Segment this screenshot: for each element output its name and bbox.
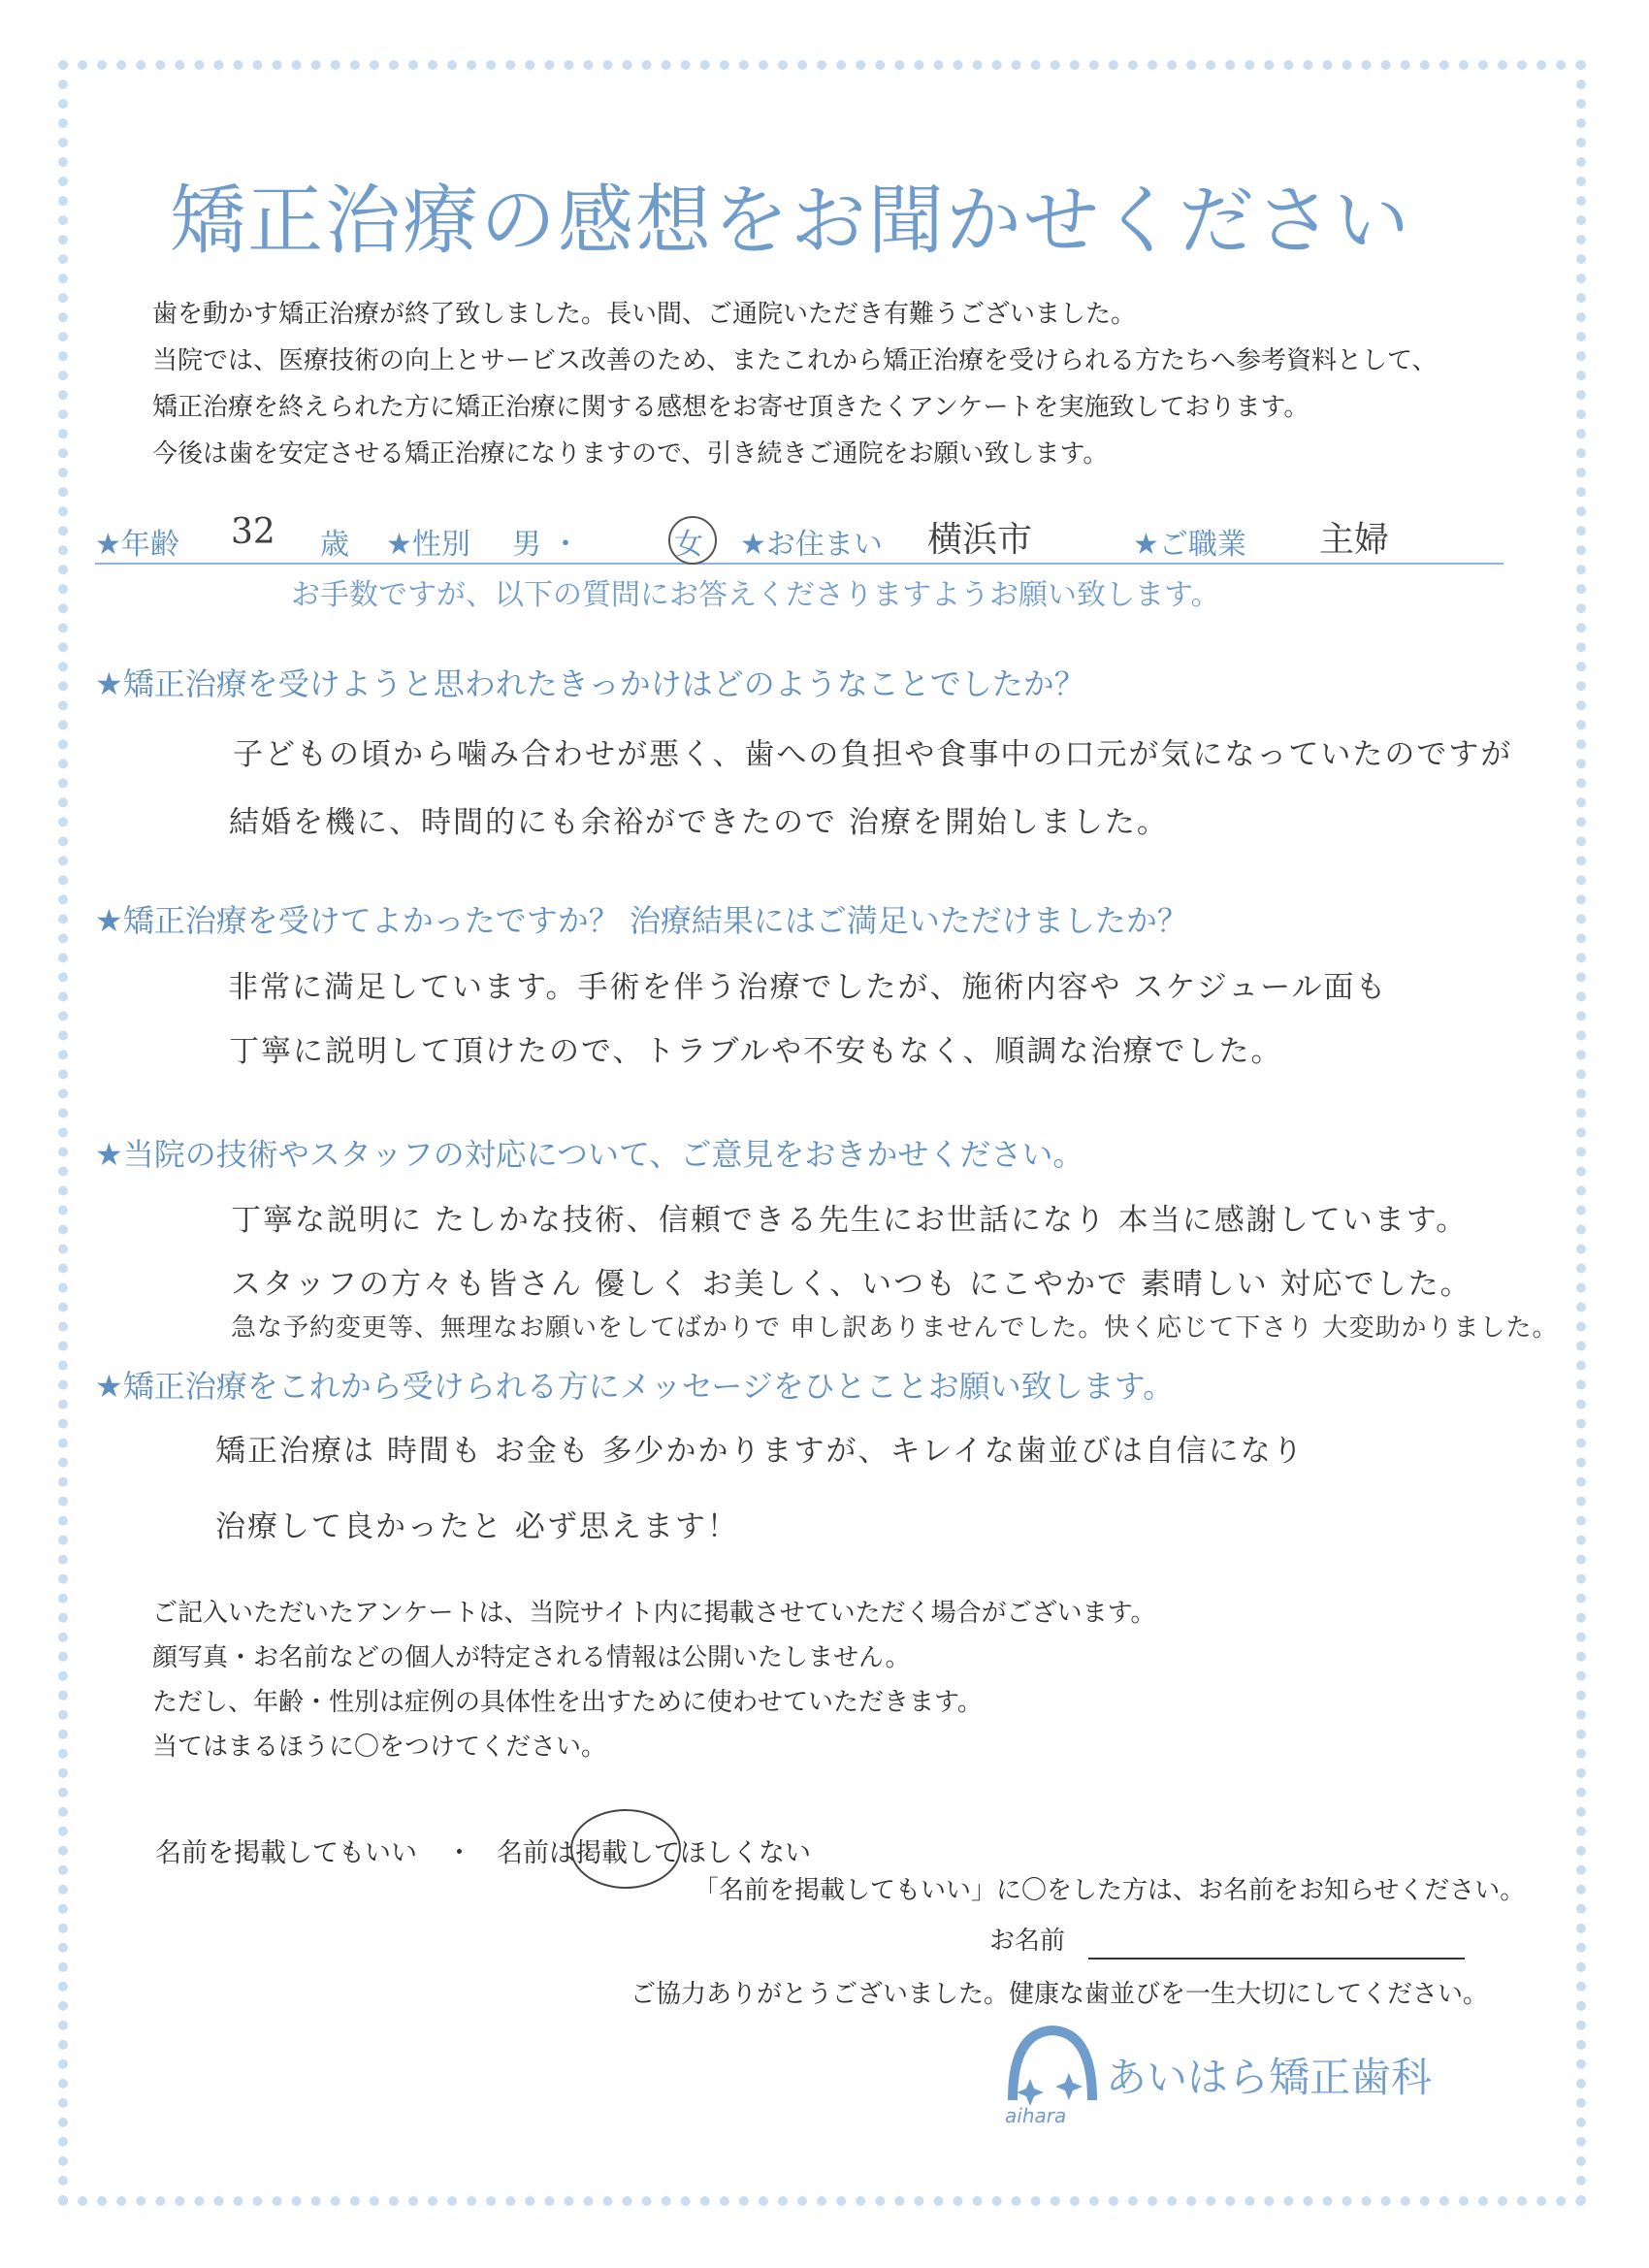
clinic-logo (999, 2023, 1445, 2129)
question-3: ★当院の技術やスタッフの対応について、ご意見をおきかせください。 (95, 1136, 1084, 1173)
page-title: 矯正治療の感想をお聞かせください (170, 178, 1412, 265)
question-1: ★矯正治療を受けようと思われたきっかけはどのようなことでしたか？ (95, 665, 1085, 702)
consent-selection-circle (570, 1809, 681, 1889)
answer-3-line-1: 丁寧な説明に たしかな技術、信頼できる先生にお世話になり 本当に感謝しています。 (231, 1203, 1469, 1238)
clinic-logo-name: あいはら矯正歯科 (1106, 2054, 1433, 2101)
name-label: お名前 (989, 1927, 1066, 1956)
answer-4-line-2: 治療して良かったと 必ず思えます！ (215, 1509, 739, 1544)
clinic-logo-sub: aihara (1005, 2104, 1067, 2127)
answer-1-line-2: 結婚を機に、時間的にも余裕ができたので 治療を開始しました。 (229, 805, 1169, 840)
age-label: ★年齢 (95, 528, 179, 562)
note-line: ただし、年齢・性別は症例の具体性を出すために使わせていただきます。 (152, 1688, 983, 1717)
intro-line: 歯を動かす矯正治療が終了致しました。長い間、ご通院いただき有難うございました。 (152, 300, 1137, 329)
answer-2-line-1: 非常に満足しています。手術を伴う治療でしたが、施術内容や スケジュール面も (228, 970, 1388, 1005)
answer-2-line-2: 丁寧に説明して頂けたので、トラブルや不安もなく、順調な治療でした。 (229, 1034, 1283, 1069)
age-value: 32 (231, 512, 275, 552)
consent-option-yes: 名前を掲載してもいい (155, 1838, 417, 1868)
answer-3-line-2: スタッフの方々も皆さん 優しく お美しく、いつも にこやかで 素晴しい 対応でした。 (231, 1267, 1472, 1302)
name-request-text: 「名前を掲載してもいい」に〇をした方は、お名前をお知らせください。 (694, 1876, 1526, 1905)
answer-4-line-1: 矯正治療は 時間も お金も 多少かかりますが、キレイな歯並びは自信になり (215, 1434, 1305, 1469)
gender-male: 男 (512, 528, 541, 562)
profile-row (95, 512, 1504, 565)
age-unit: 歳 (320, 528, 349, 562)
note-line: 当てはまるほうに〇をつけてください。 (152, 1733, 607, 1762)
gender-label: ★性別 (386, 528, 470, 562)
gender-separator: ・ (551, 528, 580, 562)
question-4: ★矯正治療をこれから受けられる方にメッセージをひとことお願い致します。 (95, 1368, 1175, 1405)
answer-1-line-1: 子どもの頃から噛み合わせが悪く、歯への負担や食事中の口元が気になっていたのですが (233, 737, 1513, 772)
intro-line: 今後は歯を安定させる矯正治療になりますので、引き続きご通院をお願い致します。 (152, 439, 1109, 469)
name-field-line (1088, 1958, 1465, 1960)
consent-option-no: 名前は掲載してほしくない (497, 1838, 811, 1868)
notes-block (152, 1591, 1156, 1769)
consent-separator: ・ (446, 1838, 472, 1868)
question-2: ★矯正治療を受けてよかったですか？ 治療結果にはご満足いただけましたか？ (95, 902, 1188, 939)
answer-3-line-3: 急な予約変更等、無理なお願いをしてばかりで 申し訳ありませんでした。快く応じて下さり 大変助かりました。 (231, 1313, 1559, 1343)
gender-selection-circle (668, 516, 717, 565)
intro-line: 当院では、医療技術の向上とサービス改善のため、またこれから矯正治療を受けられる方たちへ参考資料として、 (152, 346, 1438, 375)
job-value: 主婦 (1319, 520, 1390, 560)
note-line: ご記入いただいたアンケートは、当院サイト内に掲載させていただく場合がございます。 (152, 1599, 1156, 1628)
residence-label: ★お住まい (740, 528, 883, 562)
note-line: 顔写真・お名前などの個人が特定される情報は公開いたしません。 (152, 1643, 911, 1672)
job-label: ★ご職業 (1133, 528, 1246, 562)
clinic-logo-arch-icon (999, 2023, 1106, 2110)
intro-text (152, 291, 1491, 477)
intro-line: 矯正治療を終えられた方に矯正治療に関する感想をお寄せ頂きたくアンケートを実施致しております。 (152, 393, 1310, 422)
instruction-subtitle: お手数ですが、以下の質問にお答えくださりますようお願い致します。 (291, 578, 1220, 612)
thanks-text: ご協力ありがとうございました。健康な歯並びを一生大切にしてください。 (630, 1980, 1489, 2009)
residence-value: 横浜市 (927, 520, 1033, 560)
gender-female: 女 (674, 528, 703, 562)
